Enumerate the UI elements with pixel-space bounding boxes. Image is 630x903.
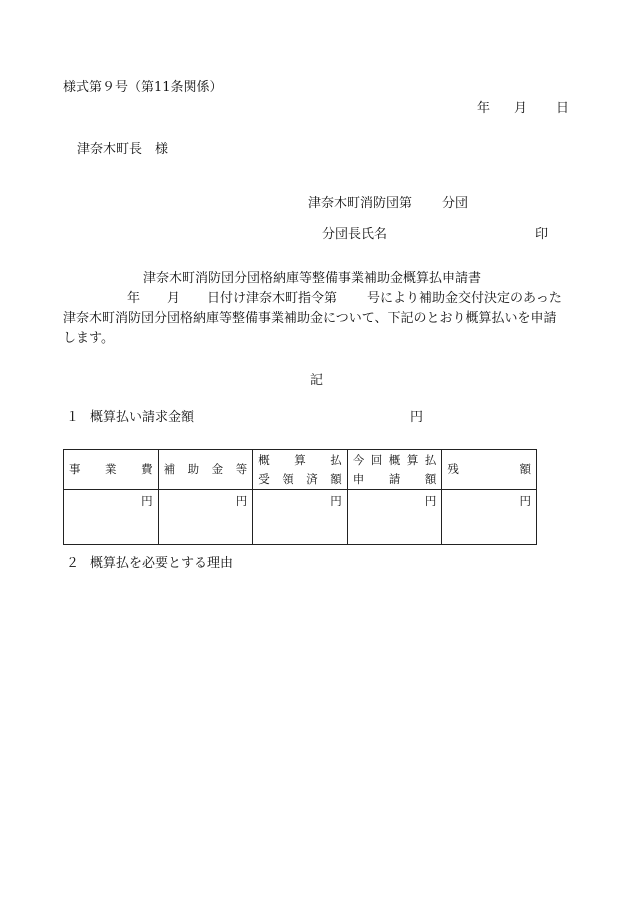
body-month: 月 [167,291,181,306]
date-day: 日 [556,101,570,116]
payment-table [63,449,537,545]
applicant-org: 津奈木町消防団第 [308,196,413,211]
body-decision-text: 号により補助金交付決定のあった [367,291,562,306]
table-header-row [64,450,537,490]
header-balance: 残 額 [442,450,537,490]
cell-current-request[interactable]: 円 [347,490,442,545]
cell-received[interactable]: 円 [253,490,348,545]
body-line-2: 津奈木町消防団分団格納庫等整備事業補助金について、下記のとおり概算払いを申請 [63,311,557,326]
body-order-text: 日付け津奈木町指令第 [207,291,338,306]
item2-label: 概算払を必要とする理由 [90,556,234,571]
table-row [64,490,537,545]
addressee: 津奈木町長 様 [77,142,169,157]
document-title: 津奈木町消防団分団格納庫等整備事業補助金概算払申請書 [143,271,482,286]
date-month: 月 [514,101,528,116]
item1-label: 概算払い請求金額 [90,410,195,425]
cell-project-cost[interactable]: 円 [64,490,159,545]
header-project-cost: 事 業 費 [64,450,159,490]
applicant-branch: 分団 [442,196,469,211]
form-number: 様式第９号（第11条関係） [63,80,223,95]
item1-number: １ [66,410,80,425]
header-subsidy: 補 助 金 等 [158,450,253,490]
body-year: 年 [127,291,141,306]
leader-label: 分団長氏名 [322,227,388,242]
ki-heading: 記 [310,373,324,388]
item2-number: ２ [66,556,80,571]
header-current-request: 今 回 概 算 払 申 請 額 [347,450,442,490]
seal-mark: 印 [535,227,549,242]
cell-balance[interactable]: 円 [442,490,537,545]
body-line-3: します。 [63,331,114,346]
date-year: 年 [477,101,491,116]
header-received: 概 算 払 受 領 済 額 [253,450,348,490]
cell-subsidy[interactable]: 円 [158,490,253,545]
item1-unit: 円 [410,410,424,425]
